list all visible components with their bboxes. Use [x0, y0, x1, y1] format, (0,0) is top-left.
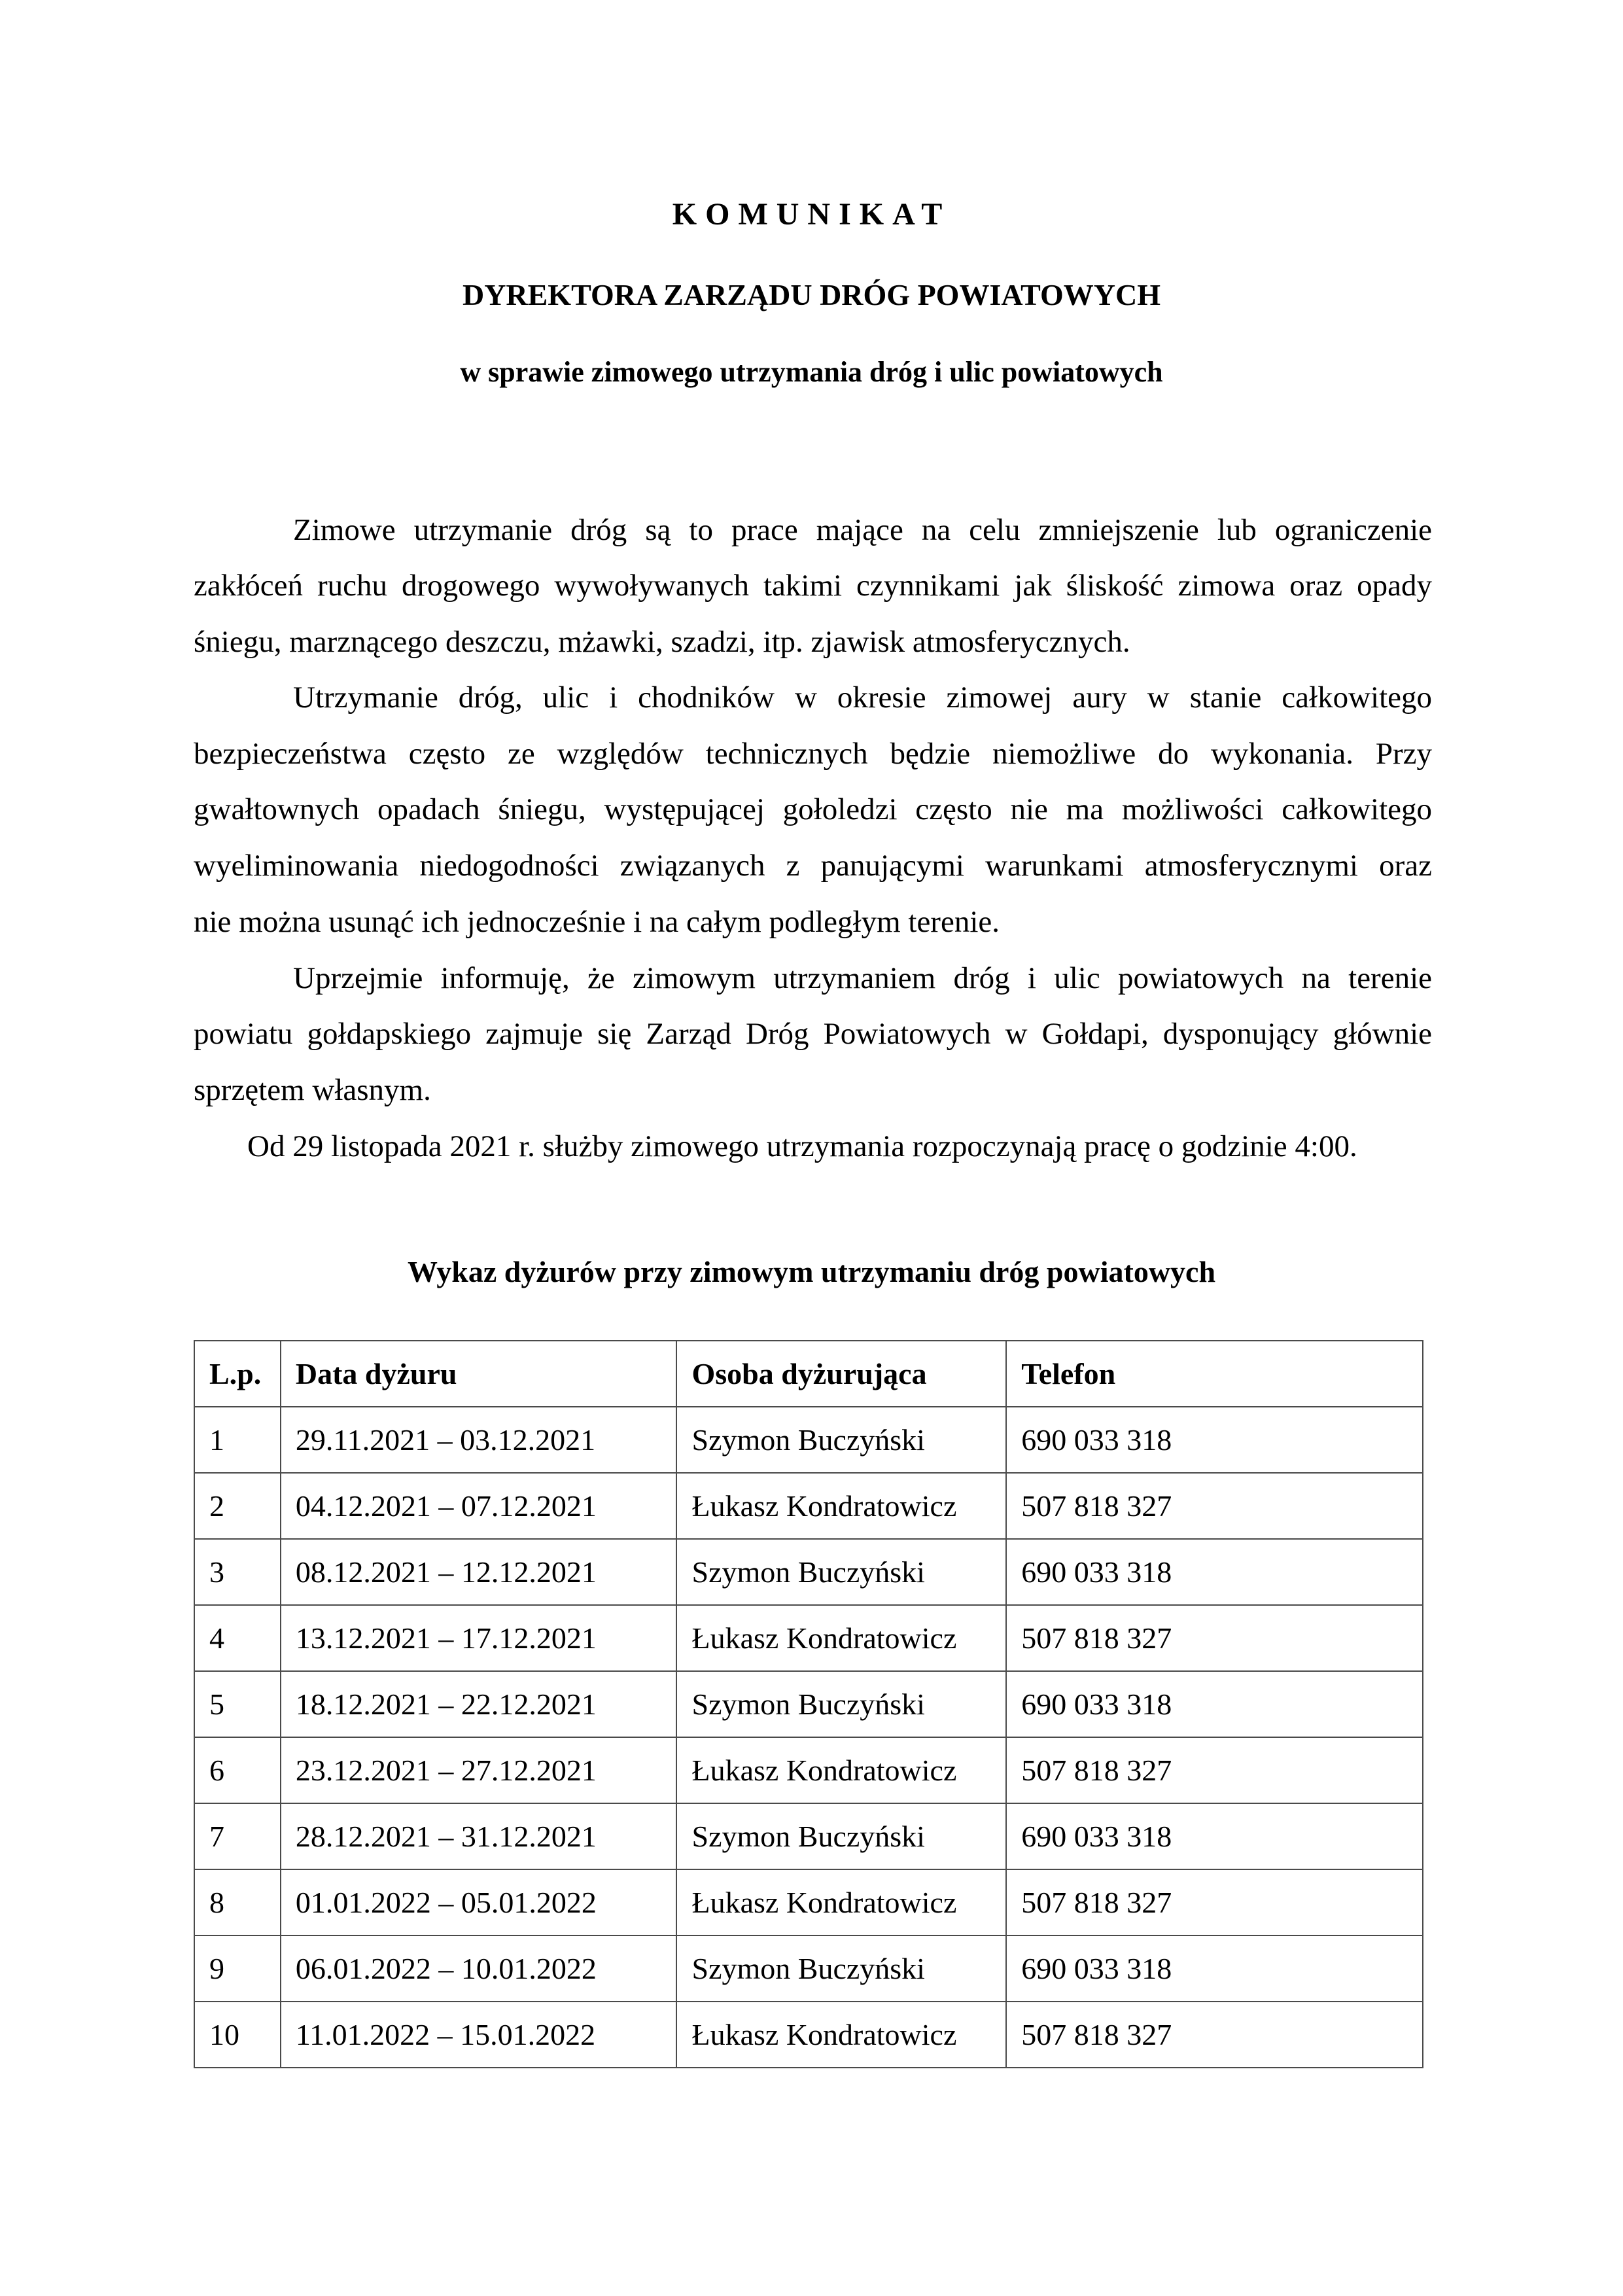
- cell-phone: 690 033 318: [1006, 1935, 1423, 2002]
- cell-lp: 9: [194, 1935, 281, 2002]
- cell-person: Łukasz Kondratowicz: [676, 1869, 1006, 1935]
- body-line-9: Uprzejmie informuję, że zimowym utrzymaniem dróg i ulic powiatowych na terenie: [293, 961, 1432, 995]
- cell-lp: 4: [194, 1605, 281, 1671]
- header-date: Data dyżuru: [281, 1341, 677, 1407]
- body-line-1: Zimowe utrzymanie dróg są to prace mające na celu zmniejszenie lub ograniczenie: [293, 513, 1432, 547]
- cell-lp: 1: [194, 1407, 281, 1473]
- cell-person: Szymon Buczyński: [676, 1539, 1006, 1605]
- cell-phone: 507 818 327: [1006, 1473, 1423, 1539]
- cell-lp: 10: [194, 2002, 281, 2068]
- cell-date: 13.12.2021 – 17.12.2021: [281, 1605, 677, 1671]
- cell-phone: 690 033 318: [1006, 1407, 1423, 1473]
- table-header-row: [194, 1341, 1423, 1407]
- cell-phone: 507 818 327: [1006, 1869, 1423, 1935]
- header-person: Osoba dyżurująca: [676, 1341, 1006, 1407]
- body-line-2: zakłóceń ruchu drogowego wywoływanych takimi czynnikami jak śliskość zimowa oraz opady: [194, 569, 1432, 603]
- body-line-5: bezpieczeństwa często ze względów technicznych będzie niemożliwe do wykonania. Przy: [194, 737, 1432, 771]
- body-line-8: nie można usunąć ich jednocześnie i na całym podległym terenie.: [194, 905, 1000, 939]
- cell-phone: 690 033 318: [1006, 1539, 1423, 1605]
- body-line-4: Utrzymanie dróg, ulic i chodników w okresie zimowej aury w stanie całkowitego: [293, 680, 1432, 715]
- body-line-6: gwałtownych opadach śniegu, występującej gołoledzi często nie ma możliwości całkowitego: [194, 792, 1432, 826]
- table-row: [194, 1803, 1423, 1869]
- table-row: [194, 1671, 1423, 1737]
- table-row: [194, 1869, 1423, 1935]
- cell-person: Łukasz Kondratowicz: [676, 2002, 1006, 2068]
- body-line-10: powiatu gołdapskiego zajmuje się Zarząd Dróg Powiatowych w Gołdapi, dysponujący głównie: [194, 1017, 1432, 1051]
- table-row: [194, 1539, 1423, 1605]
- cell-person: Szymon Buczyński: [676, 1803, 1006, 1869]
- header-lp: L.p.: [194, 1341, 281, 1407]
- cell-person: Szymon Buczyński: [676, 1671, 1006, 1737]
- body-line-7: wyeliminowania niedogodności związanych z panującymi warunkami atmosferycznymi oraz: [194, 849, 1432, 883]
- cell-lp: 7: [194, 1803, 281, 1869]
- cell-lp: 6: [194, 1737, 281, 1803]
- cell-lp: 2: [194, 1473, 281, 1539]
- body-line-12: Od 29 listopada 2021 r. służby zimowego utrzymania rozpoczynają pracę o godzinie 4:00.: [247, 1129, 1357, 1163]
- header-phone: Telefon: [1006, 1341, 1423, 1407]
- table-row: [194, 1935, 1423, 2002]
- cell-person: Łukasz Kondratowicz: [676, 1605, 1006, 1671]
- cell-date: 04.12.2021 – 07.12.2021: [281, 1473, 677, 1539]
- cell-lp: 8: [194, 1869, 281, 1935]
- cell-lp: 3: [194, 1539, 281, 1605]
- cell-phone: 690 033 318: [1006, 1803, 1423, 1869]
- body-line-3: śniegu, marznącego deszczu, mżawki, szadzi, itp. zjawisk atmosferycznych.: [194, 625, 1130, 659]
- table-title: Wykaz dyżurów przy zimowym utrzymaniu dróg powiatowych: [407, 1255, 1216, 1288]
- document-subject: w sprawie zimowego utrzymania dróg i ulic powiatowych: [460, 356, 1163, 388]
- cell-person: Łukasz Kondratowicz: [676, 1737, 1006, 1803]
- document-title: KOMUNIKAT: [672, 197, 951, 232]
- cell-date: 01.01.2022 – 05.01.2022: [281, 1869, 677, 1935]
- cell-date: 18.12.2021 – 22.12.2021: [281, 1671, 677, 1737]
- table-row: [194, 1407, 1423, 1473]
- cell-date: 08.12.2021 – 12.12.2021: [281, 1539, 677, 1605]
- cell-phone: 507 818 327: [1006, 2002, 1423, 2068]
- table-row: [194, 1473, 1423, 1539]
- cell-date: 28.12.2021 – 31.12.2021: [281, 1803, 677, 1869]
- cell-person: Łukasz Kondratowicz: [676, 1473, 1006, 1539]
- cell-phone: 507 818 327: [1006, 1737, 1423, 1803]
- cell-lp: 5: [194, 1671, 281, 1737]
- document-issuer: DYREKTORA ZARZĄDU DRÓG POWIATOWYCH: [462, 278, 1161, 311]
- cell-phone: 690 033 318: [1006, 1671, 1423, 1737]
- cell-date: 29.11.2021 – 03.12.2021: [281, 1407, 677, 1473]
- duty-table: [194, 1340, 1423, 2068]
- cell-date: 23.12.2021 – 27.12.2021: [281, 1737, 677, 1803]
- cell-phone: 507 818 327: [1006, 1605, 1423, 1671]
- table-row: [194, 1737, 1423, 1803]
- table-row: [194, 1605, 1423, 1671]
- table-row: [194, 2002, 1423, 2068]
- cell-person: Szymon Buczyński: [676, 1407, 1006, 1473]
- cell-date: 11.01.2022 – 15.01.2022: [281, 2002, 677, 2068]
- cell-person: Szymon Buczyński: [676, 1935, 1006, 2002]
- cell-date: 06.01.2022 – 10.01.2022: [281, 1935, 677, 2002]
- body-line-11: sprzętem własnym.: [194, 1073, 431, 1107]
